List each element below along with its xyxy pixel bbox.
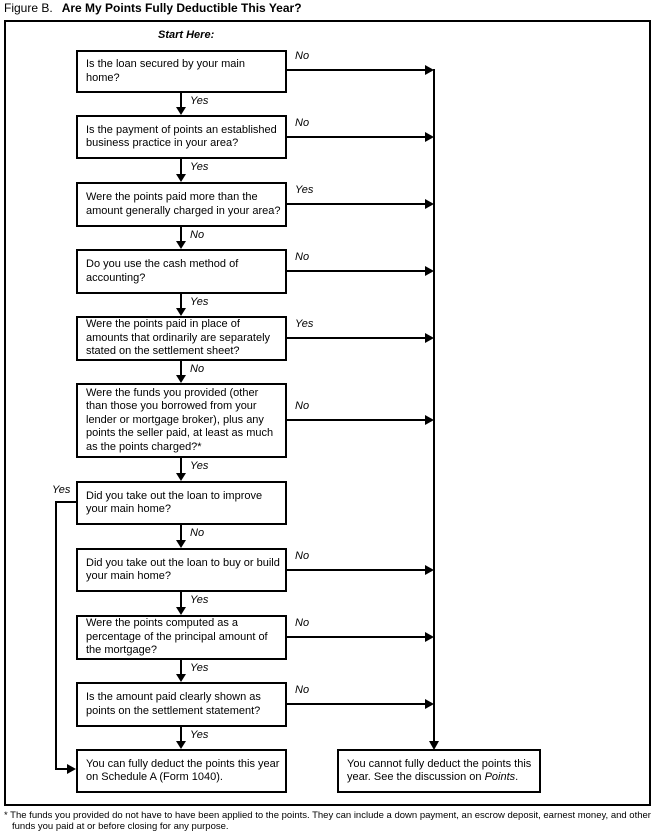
arrow-down-icon xyxy=(176,607,186,615)
connector-down-10 xyxy=(176,727,209,749)
edge-label: Yes xyxy=(190,594,209,606)
question-box-points-more-than-charged xyxy=(76,182,287,227)
page-title xyxy=(4,1,302,15)
arrow-down-icon xyxy=(176,241,186,249)
arrow-right-icon xyxy=(67,764,76,774)
edge-label: No xyxy=(295,684,310,696)
question-text: Were the points paid in place of amounts that ordinarily are separately stated on the settlement sheet? xyxy=(86,318,271,358)
connector-down-5 xyxy=(176,361,205,383)
connector-line xyxy=(287,337,426,339)
edge-label-left-yes: Yes xyxy=(52,484,71,496)
question-text: Is the loan secured by your main home? xyxy=(86,58,245,84)
question-text: Were the points paid more than the amount generally charged in your area? xyxy=(86,191,281,217)
question-box-points-in-place-of-amounts xyxy=(76,316,287,361)
arrow-down-icon xyxy=(176,308,186,316)
question-box-cash-method xyxy=(76,249,287,294)
question-text: Is the payment of points an established business practice in your area? xyxy=(86,123,277,149)
connector-right-6 xyxy=(287,400,434,425)
outcome-text-part: . xyxy=(515,771,519,783)
question-box-funds-provided xyxy=(76,383,287,458)
question-text: Were the funds you provided (other than those you borrowed from your lender or mortgage broker), plus any points the seller paid, at least as much as the points charged?* xyxy=(86,386,274,453)
connector-line xyxy=(180,660,182,674)
footnote: * The funds you provided do not have to have been applied to the points. They can include a down payment, an escrow deposit, earnest money, and other funds you paid at or before closing for any purpose. xyxy=(4,810,651,832)
edge-label: No xyxy=(295,617,310,629)
connector-line xyxy=(287,69,426,71)
edge-label: No xyxy=(190,527,205,539)
connector-down-7 xyxy=(176,525,205,548)
question-box-clearly-shown xyxy=(76,682,287,727)
edge-label: Yes xyxy=(295,184,314,196)
connector-line xyxy=(180,159,182,174)
edge-label: No xyxy=(295,550,310,562)
connector-down-2 xyxy=(176,159,209,182)
question-text: Were the points computed as a percentage of the principal amount of the mortgage? xyxy=(86,617,268,657)
arrow-down-icon xyxy=(176,174,186,182)
connector-right-4 xyxy=(287,251,434,276)
arrow-down-icon xyxy=(176,540,186,548)
connector-down-3 xyxy=(176,227,205,249)
connector-down-6 xyxy=(176,458,209,481)
arrow-down-icon xyxy=(176,107,186,115)
edge-label: Yes xyxy=(190,662,209,674)
question-box-established-practice xyxy=(76,115,287,159)
question-text: Did you take out the loan to improve your main home? xyxy=(86,489,263,515)
connector-right-9 xyxy=(287,617,434,642)
connector-line xyxy=(180,294,182,308)
connector-line xyxy=(180,93,182,107)
question-box-loan-to-improve xyxy=(76,481,287,525)
connector-line xyxy=(180,592,182,607)
left-path-line xyxy=(56,501,76,503)
arrow-down-icon xyxy=(176,674,186,682)
connector-right-10 xyxy=(287,684,434,709)
connector-right-5 xyxy=(287,318,434,343)
connector-down-8 xyxy=(176,592,209,615)
question-text: Do you use the cash method of accounting? xyxy=(86,258,239,284)
connector-line xyxy=(287,703,426,705)
outcome-text: You can fully deduct the points this year on Schedule A (Form 1040). xyxy=(86,757,280,783)
main-no-rail-line xyxy=(433,69,435,742)
figure-label: Figure B. xyxy=(4,1,53,15)
arrow-down-icon xyxy=(176,741,186,749)
connector-line xyxy=(287,136,426,138)
edge-label: Yes xyxy=(190,460,209,472)
left-path-line xyxy=(55,501,57,769)
edge-label: No xyxy=(190,363,205,375)
edge-label: No xyxy=(190,229,205,241)
edge-label: No xyxy=(295,400,310,412)
connector-line xyxy=(287,569,426,571)
edge-label: No xyxy=(295,50,310,62)
outcome-box-can-deduct xyxy=(76,749,287,793)
edge-label: Yes xyxy=(190,95,209,107)
question-box-loan-to-buy-build xyxy=(76,548,287,592)
arrow-down-icon xyxy=(176,375,186,383)
question-text: Did you take out the loan to buy or build your main home? xyxy=(86,556,280,582)
connector-line xyxy=(180,458,182,473)
connector-right-3 xyxy=(287,184,434,209)
connector-down-4 xyxy=(176,294,209,316)
connector-line xyxy=(287,636,426,638)
connector-line xyxy=(180,727,182,741)
outcome-text-part: You cannot fully deduct the points this year. See the discussion on xyxy=(347,757,532,783)
edge-label: No xyxy=(295,117,310,129)
outcome-box-cannot-deduct xyxy=(337,749,541,793)
question-box-points-percentage xyxy=(76,615,287,660)
connector-line xyxy=(180,227,182,241)
connector-line xyxy=(287,419,426,421)
edge-label: No xyxy=(295,251,310,263)
arrow-down-icon xyxy=(176,473,186,481)
connector-line xyxy=(180,525,182,540)
connector-right-1 xyxy=(287,50,434,75)
figure-title-text: Are My Points Fully Deductible This Year? xyxy=(61,1,302,15)
question-text: Is the amount paid clearly shown as points on the settlement statement? xyxy=(86,691,261,717)
connector-line xyxy=(287,203,426,205)
connector-line xyxy=(287,270,426,272)
outcome-text xyxy=(347,758,535,785)
edge-label: Yes xyxy=(190,296,209,308)
start-here-label: Start Here: xyxy=(158,29,215,41)
connector-line xyxy=(180,361,182,375)
edge-label: Yes xyxy=(190,161,209,173)
connector-right-8 xyxy=(287,550,434,575)
edge-label: Yes xyxy=(190,729,209,741)
connector-down-1 xyxy=(176,93,209,115)
question-box-loan-secured xyxy=(76,50,287,93)
edge-label: Yes xyxy=(295,318,314,330)
connector-down-9 xyxy=(176,660,209,682)
connector-right-2 xyxy=(287,117,434,142)
outcome-text-italic: Points xyxy=(484,771,516,783)
